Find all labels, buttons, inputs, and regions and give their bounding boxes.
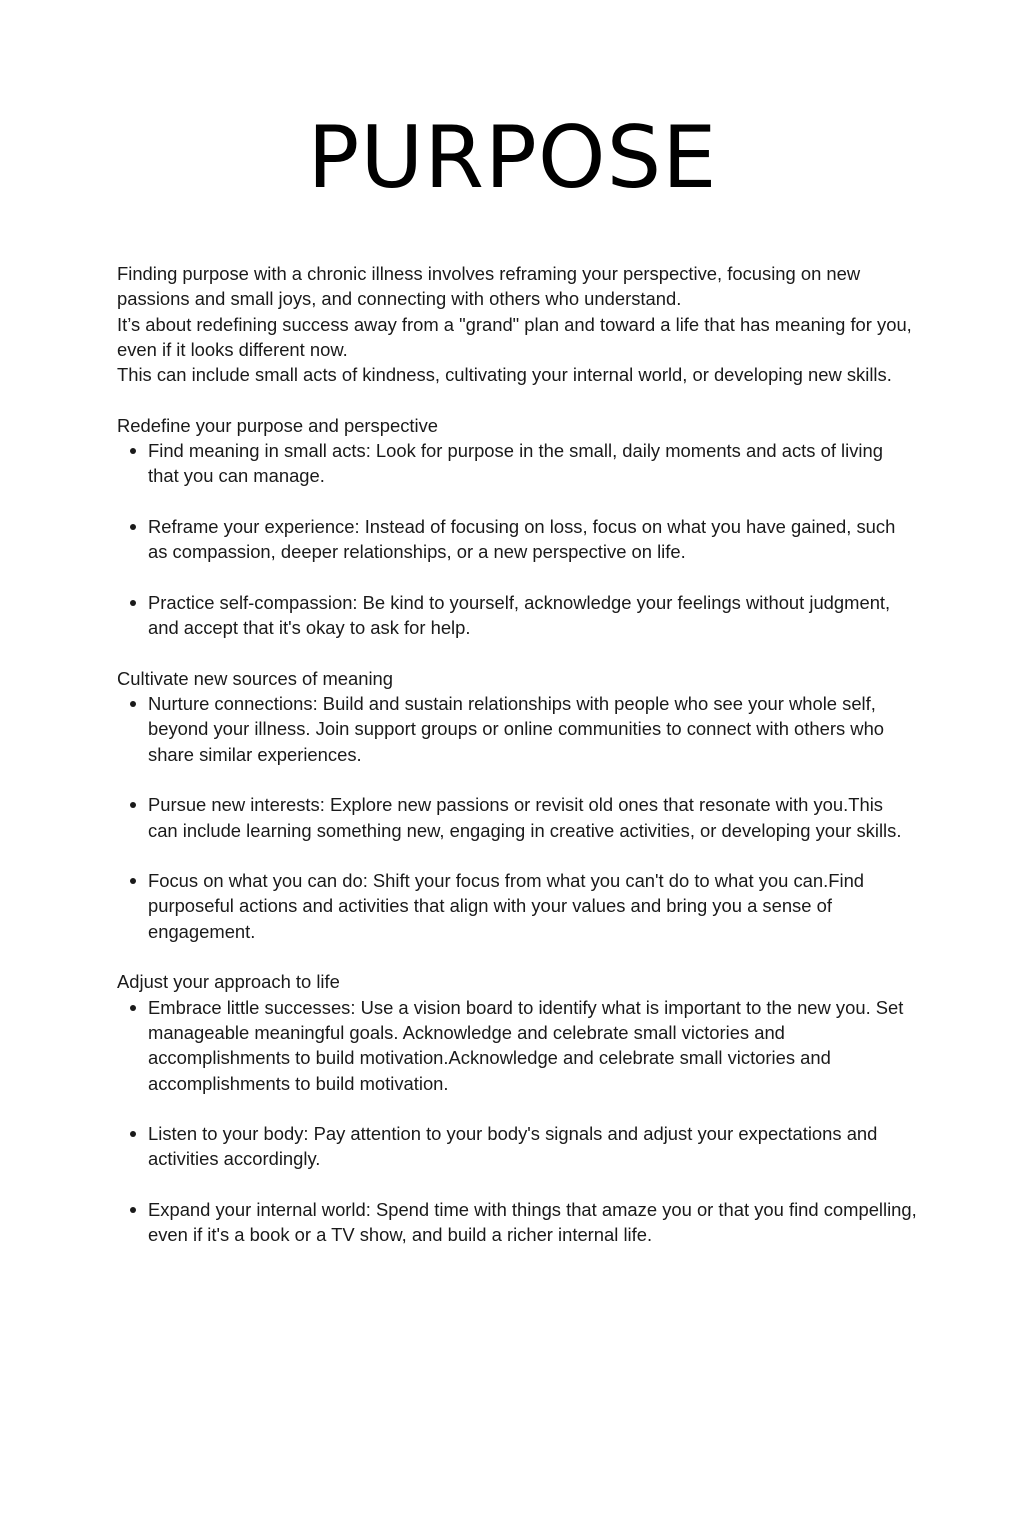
intro-paragraph: Finding purpose with a chronic illness involves reframing your perspective, focusing on new passions and small joys, and connecting with others who understand. <box>117 263 861 310</box>
section-adjust-approach <box>117 969 917 1247</box>
bullet-icon <box>130 600 136 606</box>
list-item-text: Listen to your body: Pay attention to your body's signals and adjust your expectations and activities accordingly. <box>148 1123 878 1170</box>
list-item <box>117 590 917 641</box>
list-item <box>117 438 917 489</box>
bullet-icon <box>130 701 136 707</box>
intro-paragraph: It’s about redefining success away from a "grand" plan and toward a life that has meaning for you, even if it looks different now. <box>117 313 912 360</box>
bullet-list <box>117 995 917 1248</box>
list-item-text: Practice self-compassion: Be kind to yourself, acknowledge your feelings without judgment, and accept that it's okay to ask for help. <box>148 591 891 639</box>
list-item <box>117 792 917 843</box>
bullet-icon <box>130 1207 136 1213</box>
bullet-icon <box>130 878 136 884</box>
bullet-icon <box>130 1131 136 1137</box>
list-item-text: Expand your internal world: Spend time with things that amaze you or that you find compelling, even if it's a book or a TV show, and build a richer internal life. <box>148 1198 917 1246</box>
intro-paragraph: This can include small acts of kindness, cultivating your internal world, or developing new skills. <box>117 364 892 386</box>
document-body <box>117 261 917 1248</box>
list-item <box>117 514 917 565</box>
list-item-text: Pursue new interests: Explore new passions or revisit old ones that resonate with you.This can include learning something new, engaging in creative activities, or developing your skills. <box>148 794 902 841</box>
bullet-icon <box>130 1005 136 1011</box>
list-item <box>117 691 917 767</box>
list-item-text: Nurture connections: Build and sustain relationships with people who see your whole self, beyond your illness. Join support groups or online communities to connect with others who share similar experiences. <box>148 693 885 765</box>
list-item-text: Embrace little successes: Use a vision board to identify what is important to the new you. Set manageable meaningful goals. Acknowledge and celebrate small victories and accomplishments to build motivation.Acknowledge and celebrate small victories and accomplishments to build motivation. <box>148 996 904 1094</box>
list-item <box>117 1121 917 1172</box>
list-item <box>117 995 917 1096</box>
list-item <box>117 868 917 944</box>
list-item-text: Find meaning in small acts: Look for purpose in the small, daily moments and acts of living that you can manage. <box>148 440 883 487</box>
bullet-icon <box>130 802 136 808</box>
list-item-text: Focus on what you can do: Shift your focus from what you can't do to what you can.Find purposeful actions and activities that align with your values and bring you a sense of engagement. <box>148 870 865 942</box>
section-heading: Redefine your purpose and perspective <box>117 414 439 436</box>
list-item <box>117 1197 917 1248</box>
bullet-list <box>117 438 917 640</box>
section-cultivate-meaning <box>117 666 917 944</box>
intro-paragraphs <box>117 261 917 387</box>
section-heading: Cultivate new sources of meaning <box>117 667 394 689</box>
list-item-text: Reframe your experience: Instead of focusing on loss, focus on what you have gained, such as compassion, deeper relationships, or a new perspective on life. <box>148 515 896 563</box>
page-title: PURPOSE <box>307 108 718 208</box>
bullet-list <box>117 691 917 944</box>
section-heading: Adjust your approach to life <box>117 971 340 993</box>
bullet-icon <box>130 448 136 454</box>
bullet-icon <box>130 524 136 530</box>
section-redefine-purpose <box>117 413 917 641</box>
